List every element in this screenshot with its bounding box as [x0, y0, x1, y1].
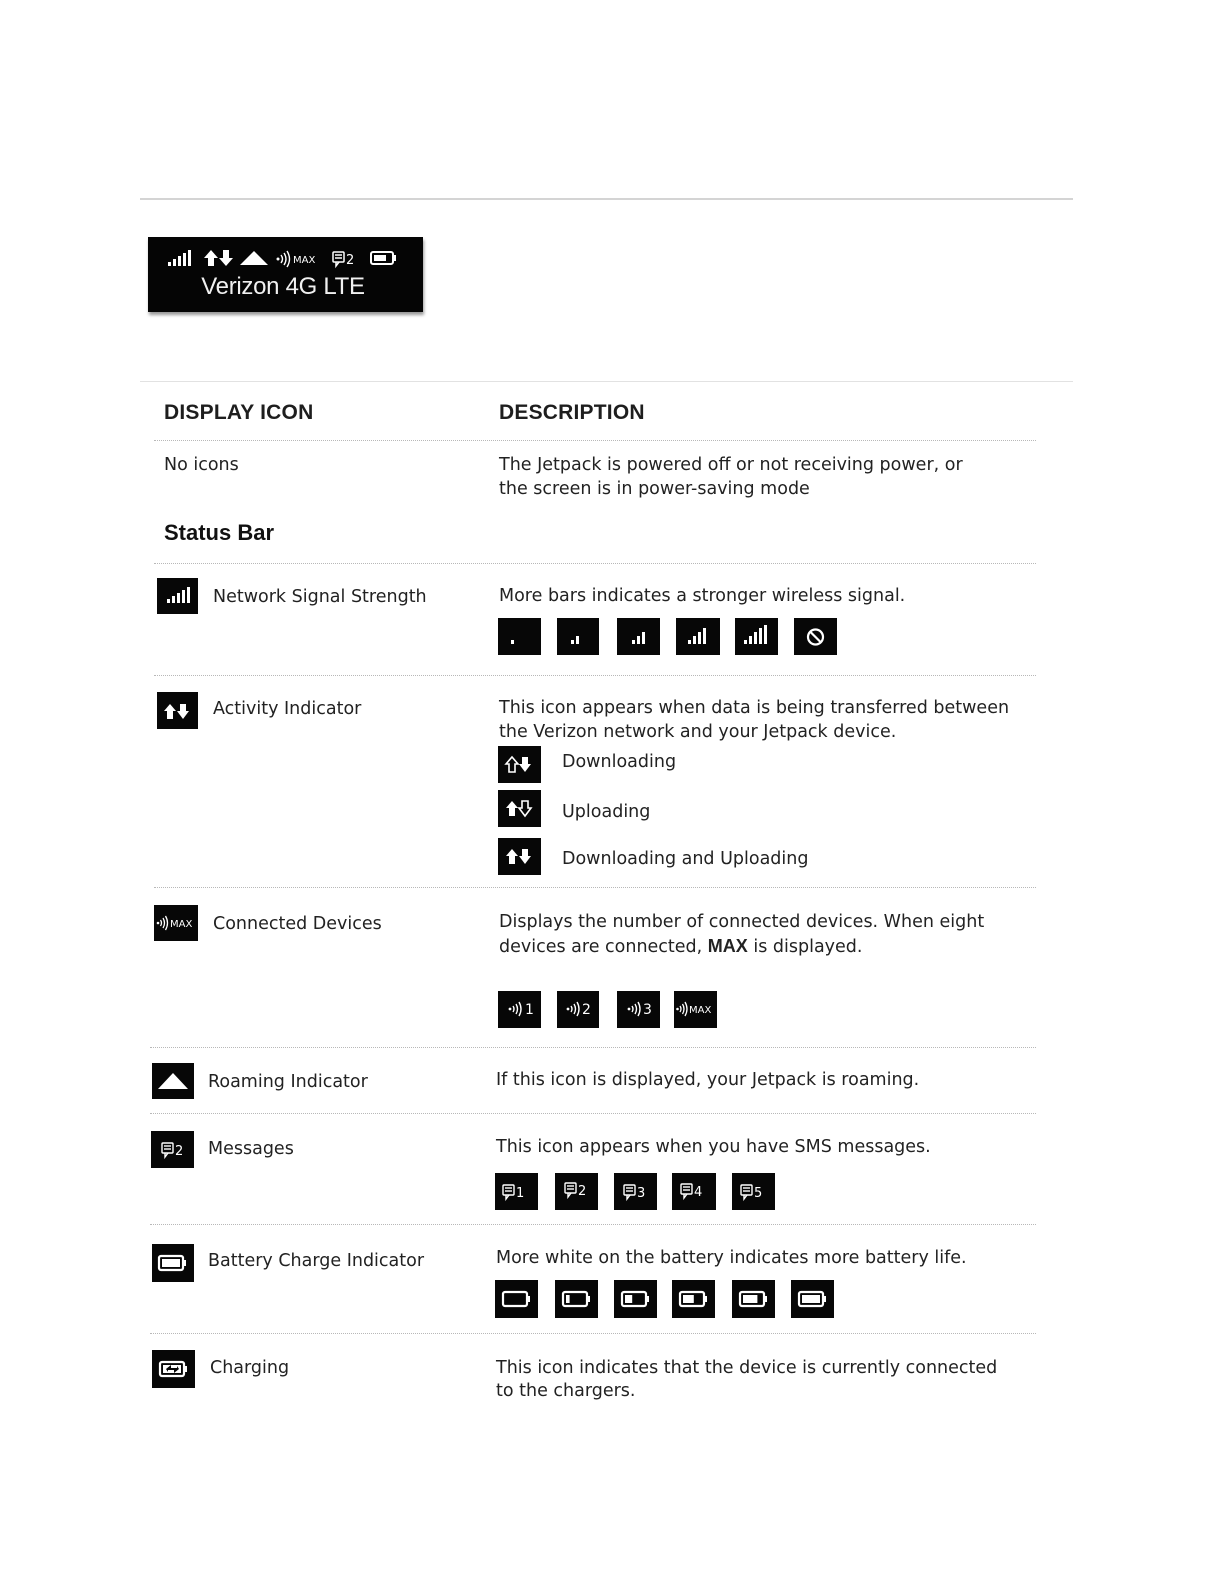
- signal-2-bars-icon: [557, 618, 599, 655]
- svg-text:3: 3: [643, 1002, 652, 1018]
- uploading-icon: [498, 790, 541, 827]
- display-icon-header: DISPLAY ICON: [164, 401, 314, 424]
- messages-4-icon: [672, 1173, 716, 1210]
- table-top-divider: [140, 381, 1073, 382]
- top-divider: [140, 198, 1073, 200]
- activity-indicator-icon: [157, 692, 198, 729]
- svg-text:2: 2: [578, 1184, 587, 1199]
- messages-icon: [333, 252, 344, 266]
- roaming-indicator-icon: [152, 1063, 194, 1099]
- devices-3-icon: [617, 991, 660, 1028]
- connected-devices-icon: [277, 251, 290, 267]
- description-header: DESCRIPTION: [499, 401, 645, 424]
- svg-text:5: 5: [754, 1186, 763, 1201]
- row-divider: [154, 887, 1036, 888]
- roaming-icon: [240, 251, 268, 265]
- signal-4-bars-icon: [676, 618, 720, 655]
- downloading-icon: [498, 746, 541, 783]
- status-bar-title: Status Bar: [164, 520, 275, 545]
- svg-text:4: 4: [694, 1185, 703, 1200]
- messages-5-icon: [732, 1173, 775, 1210]
- activity-icon: [204, 250, 233, 266]
- svg-text:MAX: MAX: [293, 255, 316, 266]
- row-divider: [150, 1113, 1036, 1114]
- signal-strength-icon: [157, 578, 198, 614]
- roaming-indicator-description: If this icon is displayed, your Jetpack is roaming.: [496, 1070, 920, 1090]
- signal-strength-description: More bars indicates a stronger wireless signal.: [499, 586, 906, 606]
- battery-level-icon: [495, 1280, 538, 1318]
- svg-text:MAX: MAX: [689, 1005, 712, 1016]
- uploading-label: Uploading: [562, 802, 651, 822]
- connected-devices-description-line2: devices are connected, MAX is displayed.: [499, 936, 863, 957]
- no-icons-label: No icons: [164, 455, 239, 475]
- roaming-indicator-label: Roaming Indicator: [208, 1072, 368, 1092]
- battery-charge-icon: [152, 1244, 194, 1282]
- devices-1-icon: [498, 991, 541, 1028]
- no-icons-description-line1: The Jetpack is powered off or not receiving power, or: [499, 455, 963, 475]
- messages-icon: [151, 1131, 194, 1168]
- messages-description: This icon appears when you have SMS messages.: [496, 1137, 931, 1157]
- activity-indicator-label: Activity Indicator: [213, 699, 362, 719]
- connected-devices-icon: [154, 905, 198, 941]
- battery-level-icon: [791, 1280, 834, 1318]
- signal-3-bars-icon: [617, 618, 660, 655]
- downloading-uploading-icon: [498, 838, 541, 875]
- messages-3-icon: [614, 1173, 657, 1210]
- connected-devices-label: Connected Devices: [213, 914, 382, 934]
- charging-label: Charging: [210, 1358, 290, 1378]
- messages-2-icon: [555, 1173, 598, 1210]
- downloading-uploading-label: Downloading and Uploading: [562, 849, 809, 869]
- devices-2-icon: [557, 991, 599, 1028]
- svg-text:1: 1: [516, 1186, 525, 1201]
- activity-description-line2: the Verizon network and your Jetpack device.: [499, 722, 897, 742]
- connected-devices-description-line1: Displays the number of connected devices. When eight: [499, 912, 985, 932]
- svg-text:2: 2: [175, 1144, 184, 1159]
- battery-charge-label: Battery Charge Indicator: [208, 1251, 425, 1271]
- signal-icon: [168, 250, 191, 266]
- battery-level-icon: [672, 1280, 715, 1318]
- svg-text:3: 3: [637, 1186, 646, 1201]
- battery-level-icon: [732, 1280, 775, 1318]
- battery-icon: [371, 252, 396, 264]
- charging-description-line2: to the chargers.: [496, 1381, 636, 1401]
- svg-text:1: 1: [525, 1002, 534, 1018]
- messages-1-icon: [495, 1173, 538, 1210]
- battery-level-icon: [614, 1280, 657, 1318]
- device-status-icons: [166, 247, 406, 269]
- signal-1-bar-icon: [498, 618, 541, 655]
- signal-5-bars-icon: [735, 618, 778, 655]
- svg-text:2: 2: [346, 253, 355, 268]
- row-divider: [154, 675, 1036, 676]
- messages-label: Messages: [208, 1139, 294, 1159]
- no-icons-description-line2: the screen is in power-saving mode: [499, 479, 810, 499]
- max-keyword: MAX: [707, 936, 748, 956]
- signal-strength-label: Network Signal Strength: [213, 587, 427, 607]
- battery-level-icon: [555, 1280, 598, 1318]
- svg-text:MAX: MAX: [170, 919, 193, 930]
- activity-description-line1: This icon appears when data is being transferred between: [499, 698, 1010, 718]
- header-divider: [154, 440, 1036, 441]
- row-divider: [150, 1224, 1036, 1225]
- svg-text:2: 2: [582, 1002, 591, 1018]
- downloading-label: Downloading: [562, 752, 677, 772]
- row-divider: [150, 1333, 1036, 1334]
- charging-icon: [152, 1350, 195, 1388]
- device-screen: [148, 237, 423, 312]
- no-signal-icon: [794, 618, 837, 655]
- devices-max-icon: [674, 991, 717, 1028]
- carrier-label: Verizon 4G LTE: [201, 273, 365, 300]
- battery-charge-description: More white on the battery indicates more battery life.: [496, 1248, 967, 1268]
- row-divider: [150, 1047, 1036, 1048]
- row-divider: [154, 563, 1036, 564]
- charging-description-line1: This icon indicates that the device is currently connected: [496, 1358, 998, 1378]
